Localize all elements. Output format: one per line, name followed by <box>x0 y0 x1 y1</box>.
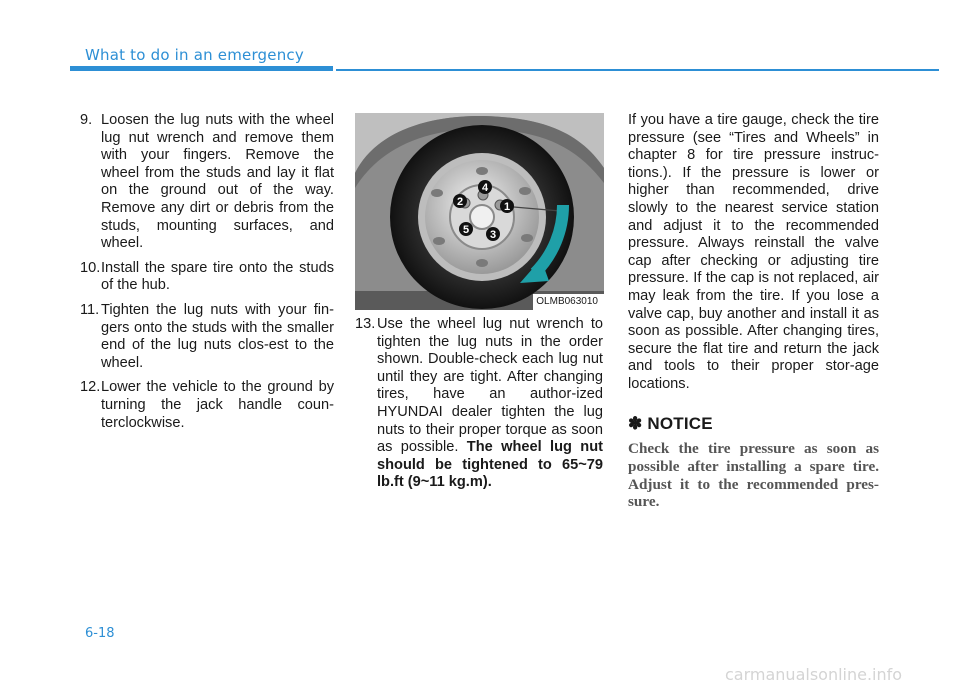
wheel-illustration <box>355 113 604 310</box>
notice-title: NOTICE <box>647 413 713 433</box>
step-10 <box>80 260 334 295</box>
step-number: 13. <box>355 316 376 332</box>
lug-label-2: 2 <box>456 196 464 208</box>
lug-label-3: 3 <box>489 229 497 241</box>
column-right <box>628 112 879 511</box>
step-9 <box>80 112 334 253</box>
step-12 <box>80 379 334 432</box>
notice-heading <box>628 415 879 433</box>
step-text: Lower the vehicle to the ground by turning the jack handle coun-terclockwise. <box>101 379 334 431</box>
column-left <box>80 112 334 439</box>
torque-warning: The wheel lug nut should be tightened to 65~79 lb.ft (9~11 kg.m). <box>377 439 603 491</box>
notice-text: Check the tire pressure as soon as possible after installing a spare tire. Adjust it to the recommended pres-sure. <box>628 440 879 511</box>
step-text: Use the wheel lug nut wrench to tighten the lug nuts in the order shown. Double-check each lug nut until they are tight. After changing tires, have an author-ized HYUNDAI dealer tighten the lug nuts to their proper torque as soon as possible. <box>377 316 603 456</box>
step-number: 12. <box>80 379 101 396</box>
section-title: What to do in an emergency <box>85 46 304 64</box>
column-middle <box>355 316 603 499</box>
step-11 <box>80 302 334 372</box>
step-text: Install the spare tire onto the studs of the hub. <box>101 259 334 294</box>
lug-label-4: 4 <box>481 182 489 194</box>
step-number: 9. <box>80 112 93 128</box>
header-rule-thin <box>336 69 939 71</box>
step-13 <box>355 316 603 492</box>
notice-icon: ✽ <box>628 413 643 433</box>
lug-label-5: 5 <box>462 224 470 236</box>
figure-code: OLMB063010 <box>536 296 598 307</box>
step-text: Tighten the lug nuts with your fin-gers onto the studs with the smaller end of the lug nuts clos-est to the wheel. <box>101 301 334 371</box>
step-text: Loosen the lug nuts with the wheel lug nut wrench and remove them with your fingers. Remove the wheel from the studs and lay it flat on the ground out of the way. Remove any dirt or debris from the studs, mounting surfaces, and wheel. <box>101 112 334 252</box>
step-number: 10. <box>80 259 101 276</box>
page-number: 6-18 <box>85 626 115 641</box>
watermark: carmanualsonline.info <box>725 665 903 684</box>
tire-pressure-paragraph: If you have a tire gauge, check the tire pressure (see “Tires and Wheels” in chapter 8 for tire pressure instruc-tions.). If the pressure is lower or higher than recommended, drive slowly to the nearest service station and adjust it to the recommended pressure. Always reinstall the valve cap after checking or adjusting tire pressure. If the cap is not replaced, air may leak from the tire. If you lose a valve cap, buy another and install it as soon as possible. After changing tires, secure the flat tire and return the jack and tools to their proper stor-age locations. <box>628 112 879 392</box>
lug-label-1: 1 <box>503 201 511 213</box>
header-rule-thick <box>70 66 333 71</box>
wheel-lug-nut-figure <box>355 113 604 310</box>
step-number: 11. <box>80 301 100 318</box>
